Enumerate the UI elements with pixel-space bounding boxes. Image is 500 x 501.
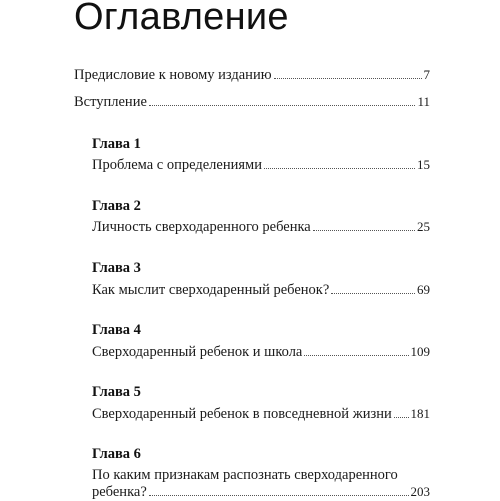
dot-leader <box>331 293 415 294</box>
chapter-heading: Глава 6 <box>92 446 141 462</box>
chapter-heading: Глава 5 <box>92 384 141 400</box>
dot-leader <box>304 355 408 356</box>
toc-page-number: 203 <box>410 484 430 499</box>
chapter-heading: Глава 4 <box>92 322 141 338</box>
toc-entry-label: Как мыслит сверходаренный ребенок? <box>92 282 330 298</box>
toc-entry-chapter-5[interactable] <box>92 405 430 423</box>
toc-page-number: 69 <box>417 282 430 297</box>
toc-page-number: 181 <box>410 406 430 421</box>
toc-entry-label: Личность сверходаренного ребенка <box>92 219 311 235</box>
toc-entry-chapter-6[interactable] <box>92 483 430 501</box>
toc-page-number: 11 <box>417 94 430 109</box>
toc-entry-chapter-3[interactable] <box>92 281 430 299</box>
toc-page-number: 15 <box>417 157 430 172</box>
toc-entry-chapter-2[interactable] <box>92 218 430 236</box>
dot-leader <box>313 230 415 231</box>
toc-entry-preface[interactable] <box>74 66 430 84</box>
toc-entry-chapter-4[interactable] <box>92 343 430 361</box>
chapter-heading: Глава 1 <box>92 136 141 152</box>
page-title: Оглавление <box>74 0 289 38</box>
toc-entry-chapter-6-line1[interactable]: По каким признакам распознать сверходаренного <box>92 467 398 483</box>
chapter-heading: Глава 2 <box>92 198 141 214</box>
toc-entry-label: Сверходаренный ребенок и школа <box>92 344 303 360</box>
toc-page-number: 7 <box>423 67 430 82</box>
toc-entry-label: Сверходаренный ребенок в повседневной жизни <box>92 406 392 422</box>
dot-leader <box>149 495 409 496</box>
toc-entry-label: Проблема с определениями <box>92 157 262 173</box>
toc-entry-label: Предисловие к новому изданию <box>74 67 272 83</box>
dot-leader <box>274 78 422 79</box>
dot-leader <box>394 417 409 418</box>
chapter-heading: Глава 3 <box>92 260 141 276</box>
dot-leader <box>149 105 416 106</box>
toc-page-number: 109 <box>410 344 430 359</box>
dot-leader <box>264 168 415 169</box>
toc-entry-label: ребенка? <box>92 484 147 500</box>
toc-entry-introduction[interactable] <box>74 93 430 111</box>
toc-entry-label: Вступление <box>74 94 147 110</box>
toc-entry-chapter-1[interactable] <box>92 156 430 174</box>
toc-page-number: 25 <box>417 219 430 234</box>
